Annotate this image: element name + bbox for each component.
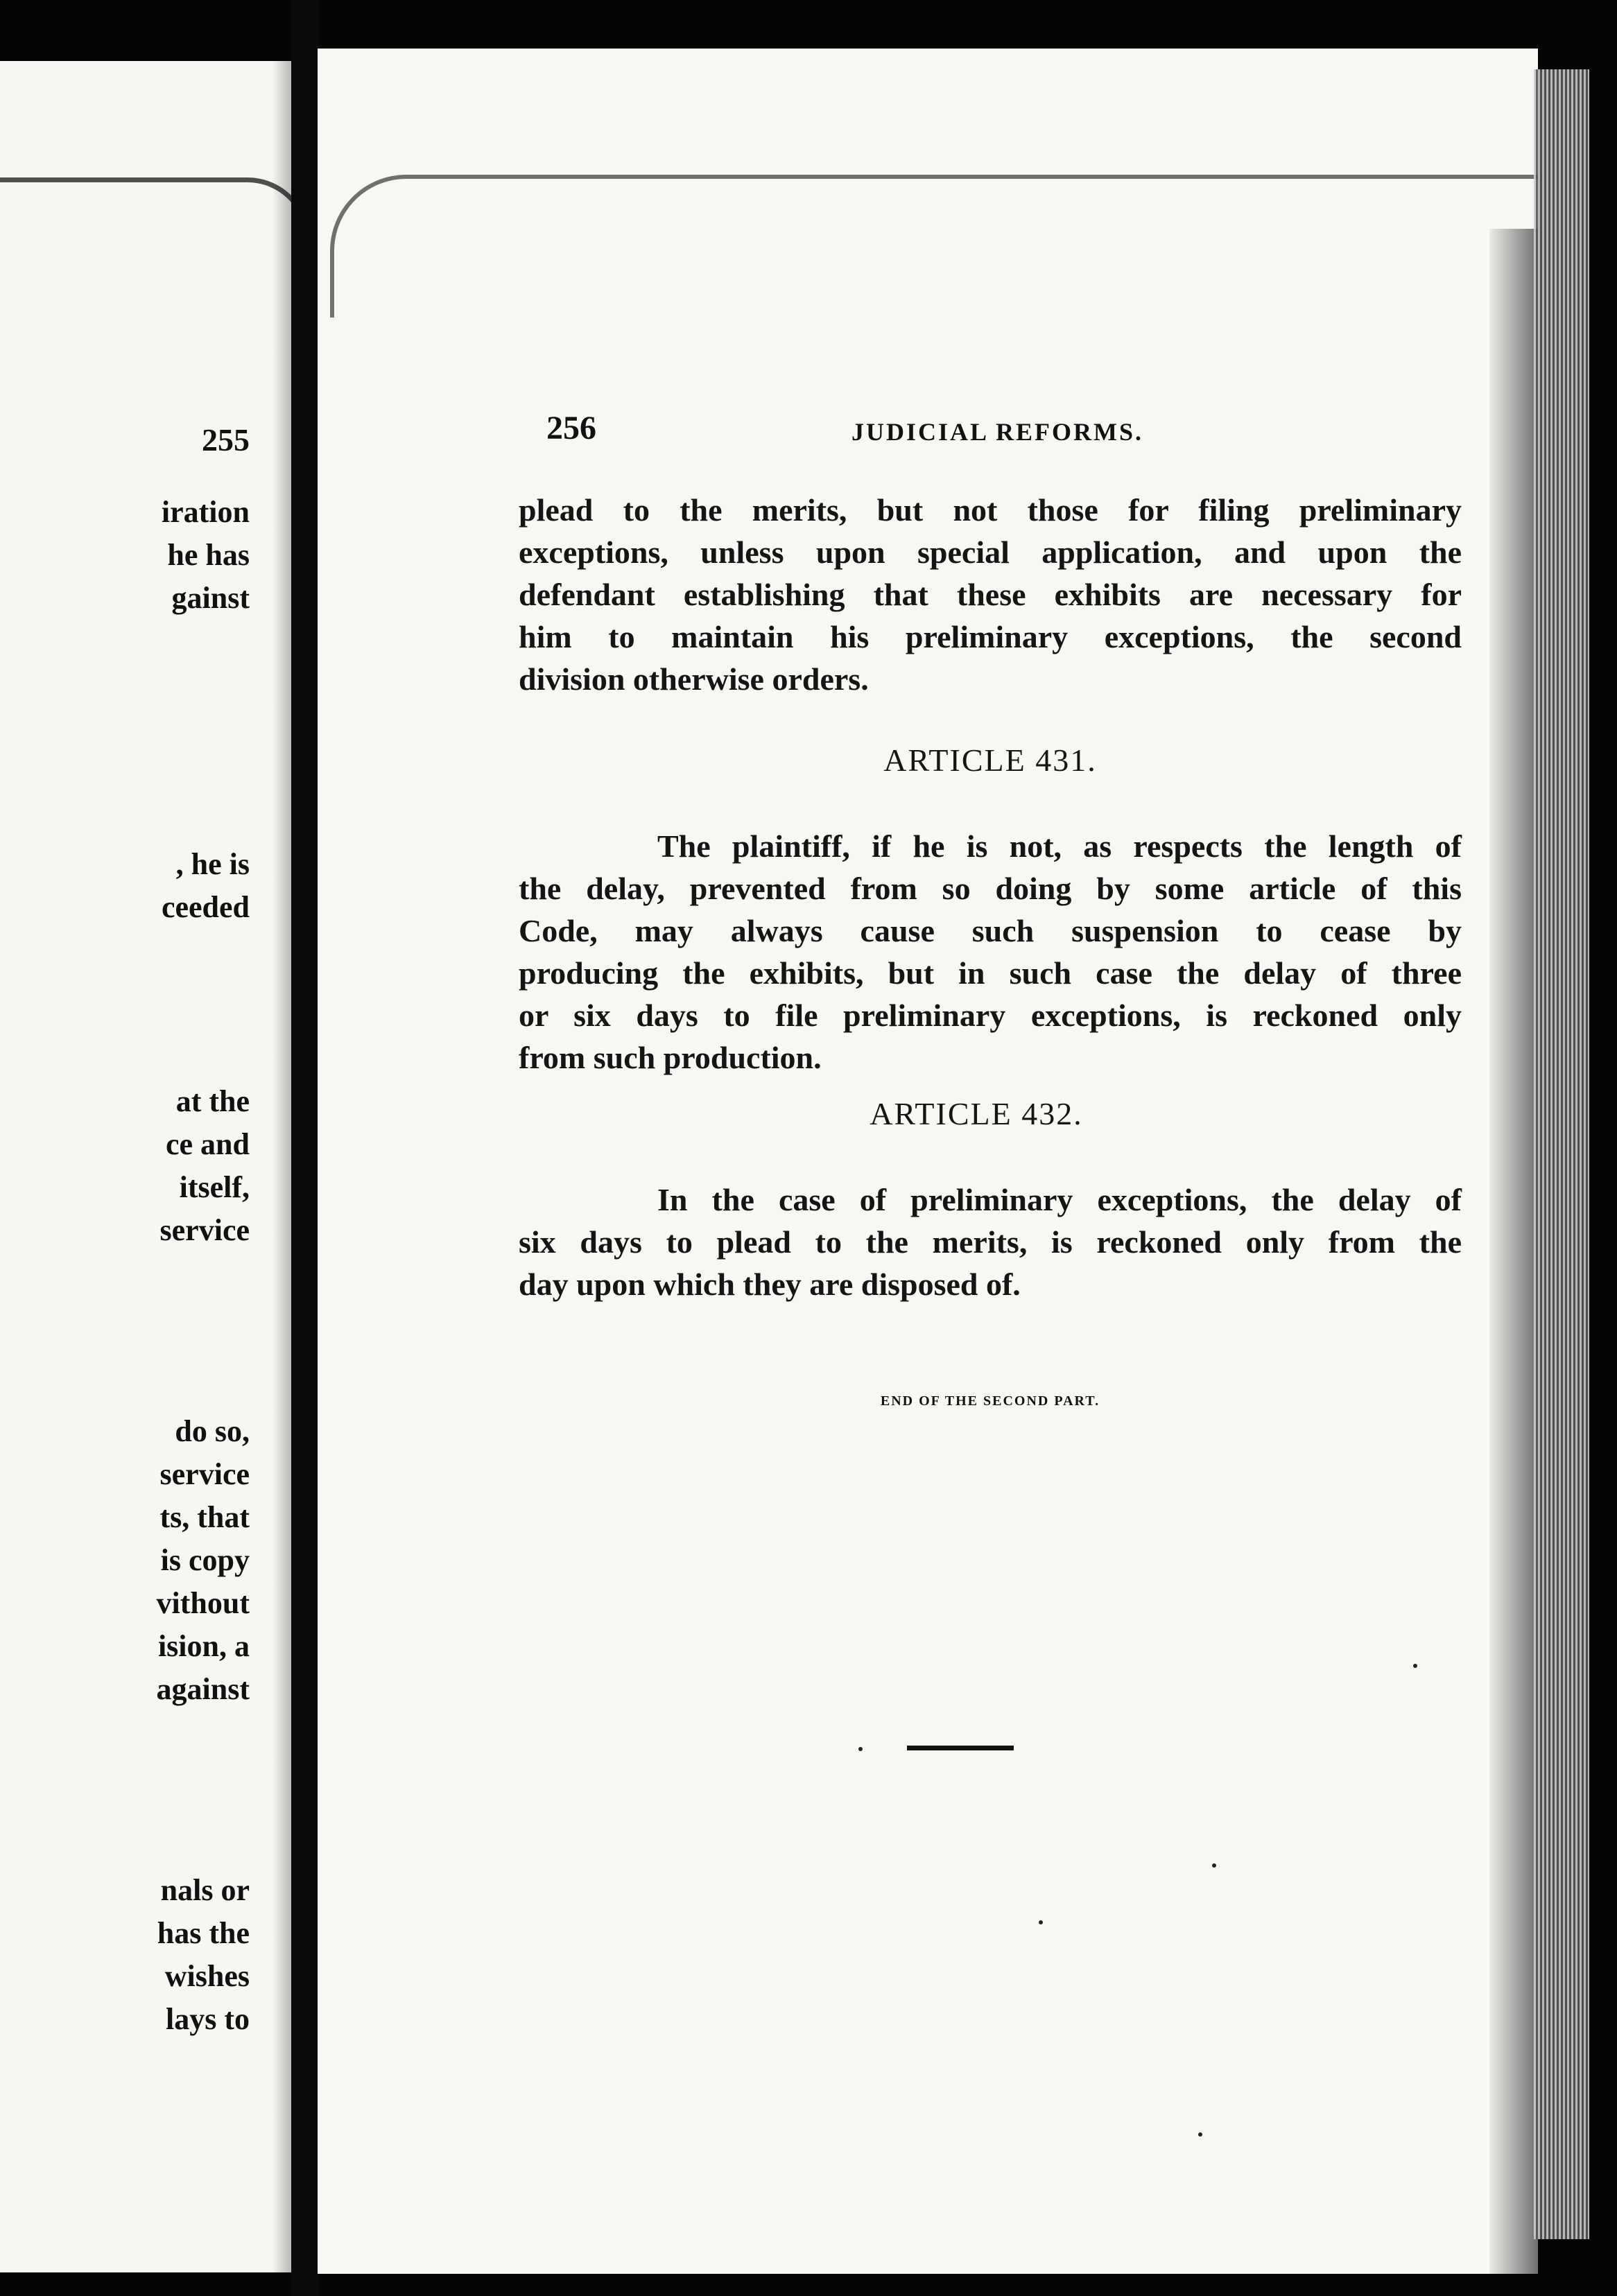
left-fragment: nals or bbox=[160, 1873, 250, 1907]
left-fragment: wishes bbox=[164, 1959, 250, 1993]
text-line: six days to plead to the merits, is reckoned only from the bbox=[519, 1224, 1462, 1260]
left-fragment: service bbox=[159, 1213, 250, 1247]
text-line: the delay, prevented from so doing by some article of this bbox=[519, 871, 1462, 906]
left-fragment: ce and bbox=[166, 1127, 250, 1161]
text-line: producing the exhibits, but in such case the delay of three bbox=[519, 955, 1462, 991]
scan-speck bbox=[1212, 1863, 1216, 1868]
right-edge-shadow bbox=[1489, 229, 1538, 2274]
left-page bbox=[0, 61, 291, 2272]
left-page-number: 255 bbox=[202, 422, 250, 458]
left-fragment: ts, that bbox=[159, 1500, 250, 1534]
text-line: plead to the merits, but not those for filing preliminary bbox=[519, 492, 1462, 528]
left-page-border bbox=[0, 177, 291, 272]
text-line: exceptions, unless upon special application, and upon the bbox=[519, 534, 1462, 570]
text-line: day upon which they are disposed of. bbox=[519, 1267, 1021, 1302]
article-431-paragraph bbox=[519, 825, 1462, 1079]
right-page-border bbox=[330, 175, 1538, 318]
scan-speck bbox=[1198, 2132, 1202, 2137]
left-fragment: ision, a bbox=[157, 1629, 250, 1663]
continuation-paragraph bbox=[519, 489, 1462, 700]
scan-speck bbox=[1413, 1664, 1417, 1668]
article-431-heading: ARTICLE 431. bbox=[883, 742, 1097, 778]
left-fragment: itself, bbox=[179, 1170, 250, 1204]
text-line: defendant establishing that these exhibits are necessary for bbox=[519, 577, 1462, 612]
text-line: The plaintiff, if he is not, as respects the length of bbox=[657, 828, 1462, 864]
book-spine bbox=[291, 0, 319, 2296]
right-page-number: 256 bbox=[546, 410, 596, 446]
article-432-heading: ARTICLE 432. bbox=[870, 1096, 1083, 1131]
left-fragment: lays to bbox=[166, 2002, 250, 2036]
page-edges bbox=[1534, 69, 1589, 2239]
text-line: or six days to file preliminary exceptions, is reckoned only bbox=[519, 998, 1462, 1033]
scan-speck bbox=[858, 1747, 863, 1751]
left-fragment: vithout bbox=[156, 1586, 250, 1620]
left-fragment: he has bbox=[167, 538, 250, 572]
gutter-shadow bbox=[272, 61, 291, 2272]
text-line: division otherwise orders. bbox=[519, 661, 869, 697]
left-fragment: ceeded bbox=[161, 890, 250, 924]
left-fragment: has the bbox=[157, 1916, 250, 1950]
left-fragment: service bbox=[159, 1457, 250, 1491]
left-fragment: , he is bbox=[175, 847, 250, 881]
running-head bbox=[546, 409, 1489, 458]
text-line: In the case of preliminary exceptions, the delay of bbox=[657, 1182, 1462, 1217]
running-title: JUDICIAL REFORMS. bbox=[851, 418, 1144, 446]
text-line: from such production. bbox=[519, 1040, 822, 1075]
left-fragment: gainst bbox=[171, 581, 250, 615]
right-page bbox=[318, 49, 1538, 2274]
left-fragment: do so, bbox=[175, 1414, 250, 1448]
text-line: him to maintain his preliminary exceptions, the second bbox=[519, 619, 1462, 654]
left-fragment: is copy bbox=[160, 1543, 250, 1577]
scan-speck bbox=[1039, 1920, 1043, 1924]
end-of-part-note: END OF THE SECOND PART. bbox=[880, 1393, 1100, 1409]
left-fragment: at the bbox=[175, 1084, 250, 1118]
left-fragment: iration bbox=[161, 495, 250, 529]
article-432-paragraph bbox=[519, 1179, 1462, 1305]
text-line: Code, may always cause such suspension to cease by bbox=[519, 913, 1462, 948]
closing-rule bbox=[907, 1746, 1014, 1750]
left-fragment: against bbox=[156, 1672, 250, 1706]
